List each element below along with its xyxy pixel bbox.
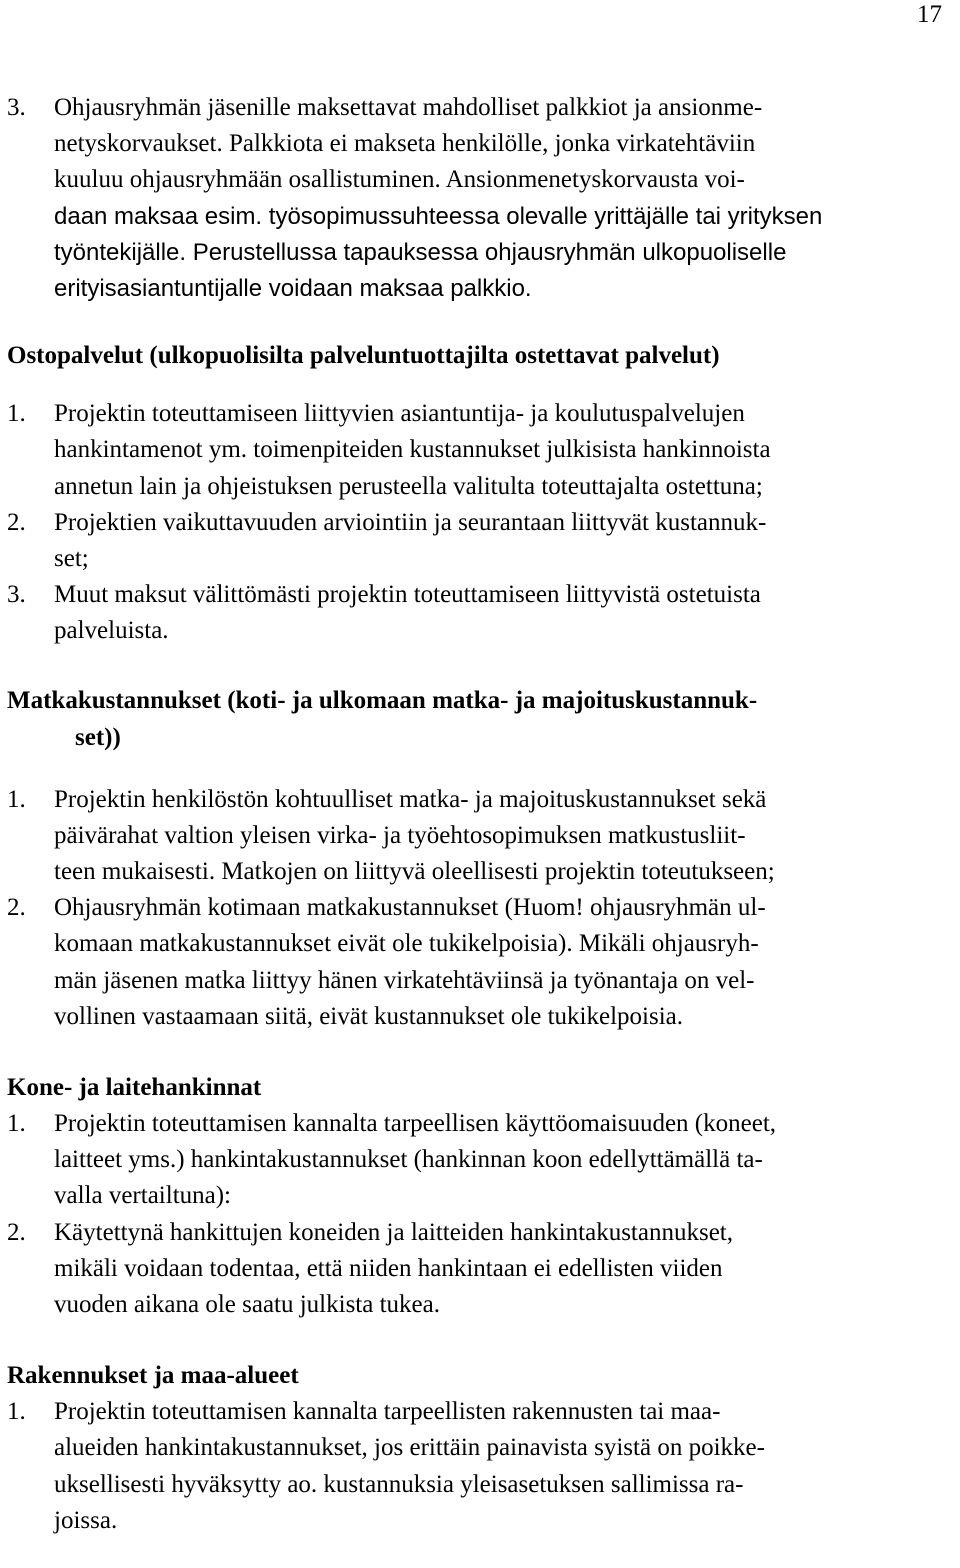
- list-item-number: 3.: [7, 94, 26, 121]
- section-heading-line: Matkakustannukset (koti- ja ulkomaan matka- ja majoituskustannuk-: [7, 686, 758, 714]
- list-item-line: alueiden hankintakustannukset, jos erittäin painavista syistä on poikke-: [54, 1434, 765, 1462]
- list-item-line: Käytettynä hankittujen koneiden ja laitteiden hankintakustannukset,: [54, 1218, 733, 1246]
- list-item: [7, 505, 960, 577]
- list-item-line: kuuluu ohjausryhmään osallistuminen. Ansionmenetyskorvausta voi-: [54, 166, 745, 194]
- list-item-number: 2.: [7, 894, 26, 922]
- list-item: [7, 1394, 960, 1539]
- list-item-line: vuoden aikana ole saatu julkista tukea.: [54, 1291, 440, 1319]
- list-item-line: Projektin toteuttamisen kannalta tarpeellisen käyttöomaisuuden (koneet,: [54, 1110, 777, 1138]
- list-item-number: 3.: [7, 581, 26, 609]
- section-heading-kone-ja-laitehankinnat: Kone- ja laitehankinnat: [7, 1074, 262, 1102]
- list-item-number: 1.: [7, 400, 26, 428]
- section-heading-matkakustannukset: [7, 682, 960, 756]
- list-item-line: vollinen vastaamaan siitä, eivät kustannukset ole tukikelpoisia.: [54, 1002, 684, 1030]
- list-item-line: palveluista.: [54, 617, 169, 645]
- list-item-line: män jäsenen matka liittyy hänen virkatehtäviinsä ja työnantaja on vel-: [54, 966, 755, 994]
- list-item: [7, 577, 960, 649]
- list-item: [7, 782, 960, 891]
- section-heading-line: set)): [75, 723, 121, 751]
- section-heading-ostopalvelut: Ostopalvelut (ulkopuolisilta palveluntuottajilta ostettavat palvelut): [7, 342, 720, 370]
- list-item-line: daan maksaa esim. työsopimussuhteessa olevalle yrittäjälle tai yrityksen: [54, 202, 823, 230]
- list-item-line: Ohjausryhmän jäsenille maksettavat mahdolliset palkkiot ja ansionme-: [54, 94, 763, 121]
- list-item-line: Muut maksut välittömästi projektin toteuttamiseen liittyvistä ostetuista: [54, 581, 761, 609]
- list-item-line: erityisasiantuntijalle voidaan maksaa palkkio.: [54, 275, 532, 303]
- list-item-line: Projektin toteuttamisen kannalta tarpeellisten rakennusten tai maa-: [54, 1398, 721, 1426]
- list-item-line: annetun lain ja ohjeistuksen perusteella valitulta toteuttajalta ostettuna;: [54, 472, 763, 500]
- list-item-line: mikäli voidaan todentaa, että niiden hankintaan ei edellisten viiden: [54, 1254, 723, 1282]
- list-item-line: teen mukaisesti. Matkojen on liittyvä oleellisesti projektin toteutukseen;: [54, 858, 775, 886]
- list-item-line: päivärahat valtion yleisen virka- ja työehtosopimuksen matkustusliit-: [54, 821, 746, 849]
- list-item-line: netyskorvaukset. Palkkiota ei makseta henkilölle, jonka virkatehtäviin: [54, 130, 756, 158]
- list-item-line: valla vertailtuna):: [54, 1182, 232, 1210]
- list-item-number: 1.: [7, 1398, 26, 1426]
- section-list: [7, 1394, 960, 1539]
- list-item-line: joissa.: [54, 1506, 118, 1534]
- list-item: [7, 90, 960, 307]
- section-list: [7, 1106, 960, 1323]
- list-item: [7, 890, 960, 1035]
- list-item-line: set;: [54, 545, 89, 573]
- list-item: [7, 396, 960, 505]
- list-item-line: Projektien vaikuttavuuden arviointiin ja seurantaan liittyvät kustannuk-: [54, 508, 767, 536]
- section-list: [7, 782, 960, 1035]
- list-item-number: 2.: [7, 508, 26, 536]
- list-item: [7, 1215, 960, 1324]
- list-item-line: uksellisesti hyväksytty ao. kustannuksia yleisasetuksen sallimissa ra-: [54, 1470, 744, 1498]
- intro-list: [7, 90, 960, 307]
- list-item-line: työntekijälle. Perustellussa tapauksessa ohjausryhmän ulkopuoliselle: [54, 238, 787, 266]
- list-item-line: Projektin toteuttamiseen liittyvien asiantuntija- ja koulutuspalvelujen: [54, 400, 745, 428]
- list-item-number: 1.: [7, 1110, 26, 1138]
- list-item: [7, 1106, 960, 1215]
- list-item-number: 2.: [7, 1218, 26, 1246]
- section-heading-rakennukset-ja-maa-alueet: Rakennukset ja maa-alueet: [7, 1362, 299, 1390]
- page-number: 17: [917, 1, 942, 28]
- document-body: [7, 90, 960, 1539]
- list-item-number: 1.: [7, 785, 26, 813]
- list-item-line: laitteet yms.) hankintakustannukset (hankinnan koon edellyttämällä ta-: [54, 1146, 763, 1174]
- section-list: [7, 396, 960, 649]
- list-item-line: hankintamenot ym. toimenpiteiden kustannukset julkisista hankinnoista: [54, 436, 771, 464]
- list-item-line: komaan matkakustannukset eivät ole tukikelpoisia). Mikäli ohjausryh-: [54, 930, 759, 958]
- list-item-line: Ohjausryhmän kotimaan matkakustannukset (Huom! ohjausryhmän ul-: [54, 894, 766, 922]
- list-item-line: Projektin henkilöstön kohtuulliset matka- ja majoituskustannukset sekä: [54, 785, 767, 813]
